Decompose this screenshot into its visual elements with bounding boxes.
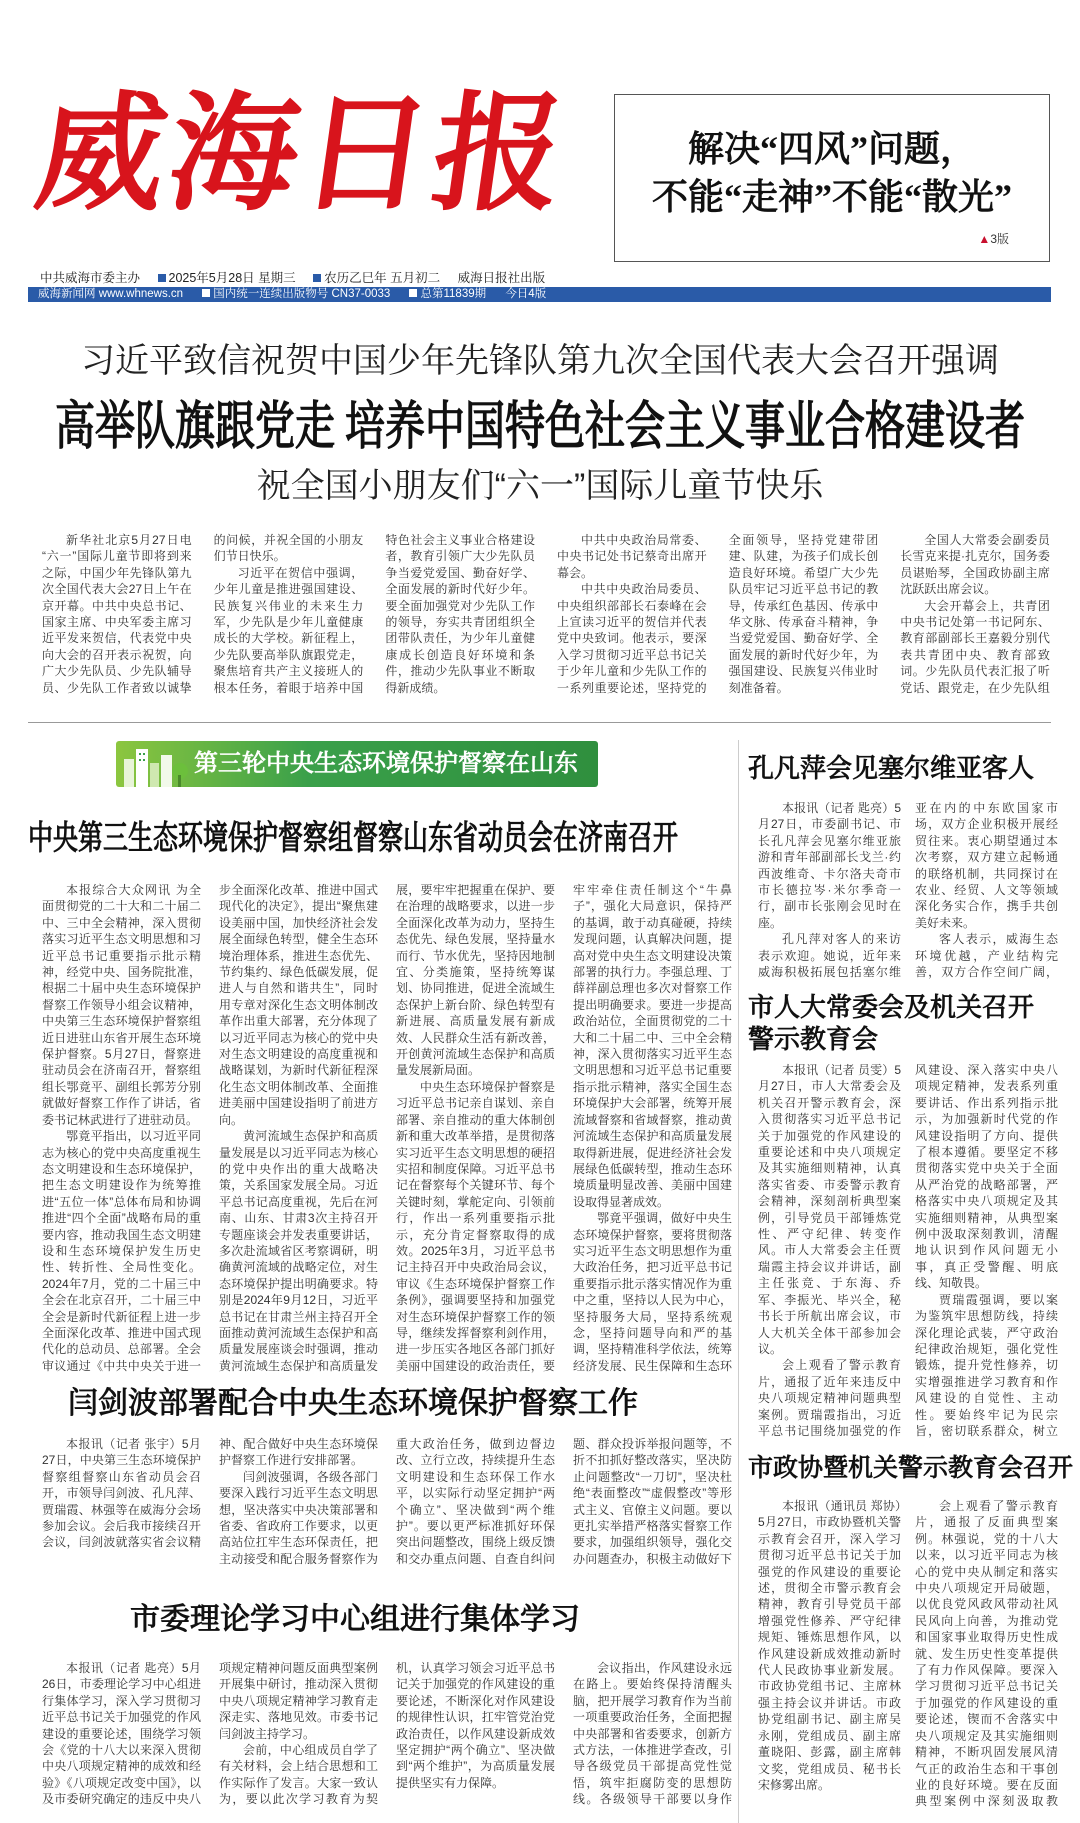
kfp-body	[758, 800, 1058, 990]
lead-kicker: 习近平致信祝贺中国少年先锋队第九次全国代表大会召开强调	[81, 342, 999, 380]
column-divider	[738, 740, 739, 1823]
zx-body	[758, 1498, 1058, 1823]
page-count: 今日4版	[505, 288, 547, 300]
paragraph: 会上观看了警示教育片，通报了反面典型案例。林强说，党的十八大以来，以习近平同志为核心的党中央从制定和落实中央八项规定开局破题，以优良党风政风带动社风民风向上向善，为推动党和国家事业取得历史性成就、发生历史性变革提供了有力作风保障。要深入学习贯彻习近平总书记关于加强党的作风建设的重要论述，锲而不舍落实中央八项规定及其实施细则精神，不断巩固发展风清气正的政治生态和干事创业的良好环境。要在反面典型案例中深刻汲取教	[915, 1499, 1058, 1809]
paragraph: 会上观看了警示教育片，通报了近年来违反中央八项规定精神问题典型案例。贾瑞霞指出，习近平总书记围绕加强党的作风建设、深入落实中央八项规定精神，发表系列重要讲话、作出系列指示批示，为加强新时代党的作风建设指明了方向、提供了根本遵循。要坚定不移贯彻落实党中央关于全面从严治党的战略部署，严格落实中央八项规定及其实施细则精神，从典型案例中汲取深刻教训，清醒地认识到作风问题无小事，真正受警醒、明底线、知敬畏。	[758, 1063, 1058, 1438]
square-bullet-icon	[158, 274, 166, 282]
eco-headline[interactable]: 中央第三生态环境保护督察组督察山东省动员会在济南召开	[28, 820, 679, 858]
ll-body	[42, 1660, 732, 1823]
square-bullet-icon	[202, 289, 210, 297]
ll-headline[interactable]: 市委理论学习中心组进行集体学习	[130, 1603, 580, 1636]
yjb-headline[interactable]: 闫剑波部署配合中央生态环境保护督察工作	[68, 1387, 638, 1420]
issue-number: 总第11839期	[420, 288, 487, 300]
info-band	[28, 287, 1051, 302]
paragraph: 大会开幕会上，共青团中央书记处第一书记阿东、教育部副部长王嘉毅分别代表共青团中央、教育部致词。少先队员代表汇报了听党话、跟党走，在少先队组	[900, 598, 1050, 695]
city-skyline-icon	[120, 741, 190, 787]
banner-text: 第三轮中央生态环境保护督察在山东	[194, 750, 578, 777]
paragraph: 本报讯（通讯员 郑协）5月27日，市政协暨机关警示教育会召开，深入学习贯彻习近平总书记关于加强党的作风建设的重要论述，贯彻全市警示教育会精神，教育引导党员干部增强党性修养、严守纪律规矩、锤炼思想作风，以作风建设新成效推动新时代人民政协事业新发展。市政协党组书记、主席林强主持会议并讲话。市政协党组副书记、副主席吴永刚，党组成员、副主席董晓阳、彭露，副主席韩文奖，党组成员、秘书长宋修雾出席。	[758, 1499, 901, 1792]
lead-headline[interactable]: 高举队旗跟党走 培养中国特色社会主义事业合格建设者	[55, 397, 1025, 456]
square-bullet-icon	[409, 289, 417, 297]
paragraph: 贾瑞霞强调，要以案为鉴筑牢思想防线，持续深化理论武装，严守政治纪律政治规矩，强化党性锻炼，提升党性修养，切实增强推进学习教育和作风建设的自觉性、主动性。要始终牢记为民宗旨，密切联系群众，树立	[915, 1292, 1058, 1438]
paragraph: 会前，中心组成员自学了有关材料，会上结合思想和工作实际作了发言。大家一致认为，要以此次学习教育为契机，认真学习领会习近平总书记关于加强党的作风建设的重要论述，不断深化对作风建设的规律性认识，扛牢管党治党政治责任，以作风建设新成效坚定拥护“两个确立”、坚决做到“两个维护”，为高质量发展提供坚实有力保障。	[219, 1661, 555, 1807]
paragraph: 黄河流域生态保护和高质量发展是以习近平同志为核心的党中央作出的重大战略决策，关系国家发展全局。习近平总书记高度重视，先后在河南、山东、甘肃3次主持召开专题座谈会并发表重要讲话，多次赴流域省区考察调研，明确黄河流域的战略定位，对生态环境保护提出明确要求。特别是2024年9月12日，习近平总书记在甘肃兰州主持召开全面推动黄河流域生态保护和高质量发展座谈会时强调，推动黄河流域生态保护和高质量发展，要牢牢把握重在保护、要在治理的战略要求，以进一步全面深化改革为动力，坚持生态优先、绿色发展，坚持量水而行、节水优先，坚持因地制宜、分类施策，坚持统筹谋划、协同推进，促进全流域生态保护上新台阶、绿色转型有新进展、高质量发展有新成效、人民群众生活有新改善，开创黄河流域生态保护和高质量发展新局面。	[219, 883, 555, 1373]
rd-body	[758, 1062, 1058, 1444]
publisher: 中共威海市委主办	[40, 271, 141, 285]
paragraph: 闫剑波强调，各级各部门要深入践行习近平生态文明思想，坚决落实中央决策部署和省委、省政府工作要求，以更高站位扛牢生态环保责任，把主动接受和配合服务督察作为重大政治任务，做到边督边改、立行立改，持续提升生态文明建设和生态环保工作水平，以实际行动坚定拥护“两个确立”、坚决做到“两个维护”。要以更严标准抓好环保突出问题整改，围绕上级反馈和交办重点问题、自查自纠问题、群众投诉举报问题等，不折不扣抓好整改落实，坚决防止问题整改“一刀切”，坚决杜绝“表面整改”“虚假整改”等形式主义、官僚主义问题。要以更扎实举措严格落实督察工作要求，加强组织领导，强化交办问题查办，积极主动做好下	[219, 1437, 732, 1566]
paragraph: 中央生态环境保护督察是习近平总书记亲自谋划、亲自部署、亲自推动的重大体制创新和重大改革举措，是贯彻落实习近平生态文明思想的硬招实招和制度保障。习近平总书记在督察每个关键环节、每个关键时刻，掌舵定向、引领前行，作出一系列重要指示批示，充分肯定督察取得的成效。2025年3月，习近平总书记主持召开中央政治局会议，审议《生态环境保护督察工作条例》，强调要坚持和加强党对生态环境保护督察工作的领导，继续发挥督察利剑作用，进一步压实各地区各部门抓好美丽中国建设的政治责任，要牢牢牵住责任制这个“牛鼻子”，强化大局意识，保持严的基调，敢于动真碰硬，持续发现问题，认真解决问题，提高对党中央生态文明建设决策部署的执行力。李强总理、丁薛祥副总理也多次对督察工作提出明确要求。要进一步提高政治站位，全面贯彻党的二十大和二十届二中、三中全会精神，深入贯彻落实习近平生态文明思想和习近平总书记重要指示批示精神，落实全国生态环境保护大会部署，统筹开展流域督察和省域督察，推动黄河流域生态保护和高质量发展取得新进展，促进经济社会发展绿色低碳转型，推动生态环境质量明显改善、美丽中国建设取得显著成效。	[396, 883, 732, 1373]
section-banner	[116, 741, 598, 787]
paragraph: 中共中央政治局常委、中央书记处书记蔡奇出席开幕会。	[556, 533, 707, 580]
paragraph: 本报讯（记者 员雯）5月27日，市人大常委会及机关召开警示教育会，深入贯彻落实习近平总书记关于加强党的作风建设的重要论述和中央八项规定及其实施细则精神，认真落实省委、市委警示教育会精神，深刻剖析典型案例，引导党员干部锤炼党性、严守纪律、转变作风。市人大常委会主任贾瑞霞主持会议并讲话，副主任张竞、于东海、乔军、李振光、毕兴全，秘书长于所航出席会议，市人大机关全体干部参加会议。	[758, 1063, 901, 1356]
yjb-body	[42, 1436, 732, 1571]
page-ref-label: 3版	[990, 232, 1009, 246]
kfp-headline[interactable]: 孔凡萍会见塞尔维亚客人	[748, 754, 1035, 783]
promo-line-2: 不能“走神”不能“散光”	[651, 177, 1012, 217]
triangle-up-icon: ▲	[978, 232, 991, 246]
info-line	[40, 268, 559, 286]
eco-body	[42, 882, 732, 1376]
paragraph: 全国人大常委会副委员长雪克来提·扎克尔，国务委员谌贻琴，全国政协副主席沈跃跃出席会议。	[900, 533, 1050, 597]
paragraph: 本报讯（记者 匙亮）5月27日，市委副书记、市长孔凡萍会见塞尔维亚旅游和青年部副部长戈兰·约西波维奇、卡尔洛夫奇市市长德拉岑·米尔季奇一行，副市长张刚会见时在座。	[758, 801, 901, 930]
promo-line-1: 解决“四风”问题，	[687, 129, 976, 169]
promo-box[interactable]	[614, 94, 1050, 262]
zx-headline[interactable]: 市政协暨机关警示教育会召开	[748, 1455, 1074, 1482]
website[interactable]: 威海新闻网 www.whnews.cn	[38, 288, 184, 300]
lead-subhead: 祝全国小朋友们“六一”国际儿童节快乐	[256, 467, 824, 505]
divider	[28, 722, 1051, 723]
rd-headline[interactable]: 市人大常委会及机关召开警示教育会	[748, 993, 1035, 1054]
paragraph: 中共中央政治局委员、中央组织部部长石泰峰在会上宣读习近平的贺信并代表党中央致词。他表示，要深入学习贯彻习近平总书记关于少年儿童和少先队工作的一系列重要论述，坚持党的全面领导，坚持党建带团建、队建，为孩子们成长创造良好环境。希望广大少先队员牢记习近平总书记的教导，传承红色基因、传承中华文脉、传承奋斗精神，争当爱党爱国、勤奋好学、全面发展的新时代好少年，为强国建设、民族复兴伟业时刻准备着。	[556, 533, 879, 695]
paragraph: 新华社北京5月27日电 “六一”国际儿童节即将到来之际，中国少年先锋队第九次全国代表大会27日上午在京开幕。中共中央总书记、国家主席、中央军委主席习近平发来贺信，代表党中央向大会的召开表示祝贺，向广大少先队员、少先队辅导员、少先队工作者致以诚挚的问候，并祝全国的小朋友们节日快乐。	[42, 533, 364, 695]
paragraph: 本报讯（记者 匙亮）5月26日，市委理论学习中心组进行集体学习，深入学习贯彻习近平总书记关于加强党的作风建设的重要论述，围绕学习领会《党的十八大以来深入贯彻中央八项规定精神的成效和经验》《八项规定改变中国》，以及市委研究确定的违反中央八项规定精神问题反面典型案例开展集中研讨，推动深入贯彻中央八项规定精神学习教育走深走实、落地见效。市委书记闫剑波主持学习。	[42, 1661, 378, 1807]
paragraph: 习近平在贺信中强调，少年儿童是推进强国建设、民族复兴伟业的未来生力军，少先队是少年儿童健康成长的大学校。新征程上，少先队要高举队旗跟党走，聚焦培育共产主义接班人的根本任务，着眼于培养中国特色社会主义事业合格建设者，教育引领广大少先队员争当爱党爱国、勤奋好学、全面发展的新时代好少年。要全面加强党对少先队工作的领导，夯实共青团组织全团带队责任，为少年儿童健康成长创造良好环境和条件，推动少先队事业不断取得新成绩。	[213, 533, 535, 695]
masthead-logo: 威海日报	[28, 84, 576, 226]
issue-date: 2025年5月28日 星期三	[168, 271, 296, 285]
paragraph: 鄂竟平指出，以习近平同志为核心的党中央高度重视生态文明建设和生态环境保护，把生态文明建设作为统筹推进“五位一体”总体布局和协调推进“四个全面”战略布局的重要内容，推动我国生态文明建设和生态环境保护发生历史性、转折性、全局性变化。2024年7月，党的二十届三中全会在北京召开，二十届三中全会是新时代新征程上进一步全面深化改革、推进中国式现代化的总动员、总部署。全会审议通过《中共中央关于进一步全面深化改革、推进中国式现代化的决定》，提出“聚焦建设美丽中国，加快经济社会发展全面绿色转型，健全生态环境治理体系，推进生态优先、节约集约、绿色低碳发展，促进人与自然和谐共生”，同时用专章对深化生态文明体制改革作出重大部署，充分体现了以习近平同志为核心的党中央对生态文明建设的高度重视和战略谋划，为新时代新征程深化生态文明体制改革、全面推进美丽中国建设指明了前进方向。	[42, 883, 378, 1373]
paragraph: 本报综合大众网讯 为全面贯彻党的二十大和二十届二中、三中全会精神，深入贯彻落实习近平生态文明思想和习近平总书记重要指示批示精神，经党中央、国务院批准，根据二十届中央生态环境保护督察工作领导小组会议精神，中央第三生态环境保护督察组近日进驻山东省开展生态环境保护督察。5月27日，督察进驻动员会在济南召开，督察组组长鄂竟平、副组长郭芳分别就做好督察工作作了讲话，省委书记林武进行了进驻动员。	[42, 883, 201, 1127]
lunar-date: 农历乙巳年 五月初二	[324, 271, 441, 285]
lead-body	[42, 532, 1050, 704]
paragraph: 客人表示，威海生态环境优越，产业结构完善，双方合作空间广阔，	[915, 932, 1058, 980]
promo-page-ref[interactable]	[978, 230, 1009, 247]
paragraph: 会议指出，作风建设永远在路上。要始终保持清醒头脑，把开展学习教育作为当前一项重要政治任务，全面把握中央部署和省委要求，创新方式方法，一体推进学查改，引导各级党员干部提高党性觉悟，筑牢拒腐防变的思想防线。各级领导干部要以身作	[573, 1661, 732, 1807]
paragraph: 本报讯（记者 张宇）5月27日，中央第三生态环境保护督察组督察山东省动员会召开，市领导闫剑波、孔凡萍、贾瑞霞、林强等在威海分会场参加会议。会后我市接续召开会议，闫剑波就落实省会议精神、配合做好中央生态环境保护督察工作进行安排部署。	[42, 1437, 378, 1550]
paragraph: 鄂竟平强调，做好中央生态环境保护督察，要将贯彻落实习近平生态文明思想作为重大政治任务，把习近平总书记重要指示批示落实情况作为重中之重，坚持以人民为中心，坚持服务大局，坚持系统观念，坚持问题导向和严的基调，坚持精准科学依法，统筹经济发展、民生保障和生态环	[573, 1211, 732, 1373]
press: 威海日报社出版	[457, 271, 546, 285]
paragraph: 孔凡萍对客人的来访表示欢迎。她说，近年来威海积极拓展包括塞尔维亚在内的中东欧国家市场，双方企业积极开展经贸往来。衷心期望通过本次考察，双方建立起畅通的联络机制，共同探讨在农业、经贸、人文等领域深化务实合作，携手共创美好未来。	[758, 801, 1058, 980]
cn-number: 国内统一连续出版物号 CN37-0033	[213, 288, 391, 300]
square-bullet-icon	[313, 274, 321, 282]
